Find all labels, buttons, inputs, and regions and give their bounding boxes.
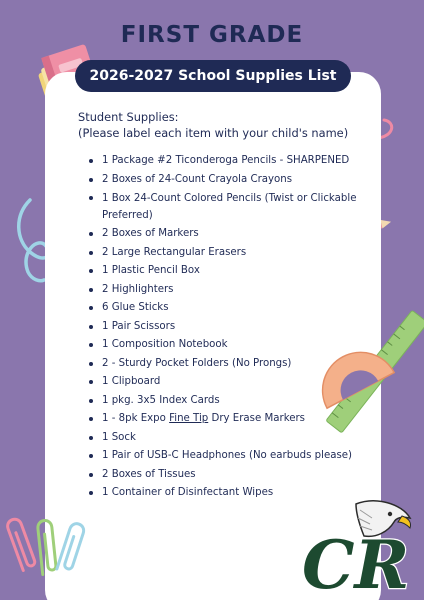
list-title-banner <box>75 60 351 92</box>
list-item: 1 pkg. 3x5 Index Cards <box>87 392 379 411</box>
list-item: 1 Plastic Pencil Box <box>87 262 379 281</box>
list-item: 1 Sock <box>87 429 379 448</box>
list-title: 2026-2027 School Supplies List <box>89 68 337 84</box>
list-item: 1 Container of Disinfectant Wipes <box>87 484 379 503</box>
list-item: 2 Boxes of Tissues <box>87 466 379 485</box>
intro-heading: Student Supplies: <box>78 110 179 124</box>
intro-instruction: (Please label each item with your child's name) <box>78 126 349 140</box>
paper-clips-icon <box>0 508 92 580</box>
list-item: 1 Box 24-Count Colored Pencils (Twist or Clickable Preferred) <box>87 189 379 225</box>
school-logo <box>298 498 416 598</box>
list-item: 2 Boxes of 24-Count Crayola Crayons <box>87 171 379 190</box>
expo-suffix: Dry Erase Markers <box>208 413 305 424</box>
list-item: 1 Pair of USB-C Headphones (No earbuds please) <box>87 447 379 466</box>
intro-text <box>78 109 378 141</box>
ruler-protractor-icon <box>316 306 424 456</box>
list-item: 2 Boxes of Markers <box>87 225 379 244</box>
list-item: 2 Large Rectangular Erasers <box>87 244 379 263</box>
list-item: 1 Clipboard <box>87 373 379 392</box>
list-item: 1 Composition Notebook <box>87 336 379 355</box>
list-item: 1 Pair Scissors <box>87 318 379 337</box>
logo-letters: CR <box>302 526 410 600</box>
list-item: 6 Glue Sticks <box>87 299 379 318</box>
expo-emphasis: Fine Tip <box>169 413 209 424</box>
expo-prefix: 1 - 8pk Expo <box>102 413 170 424</box>
list-item: 1 Package #2 Ticonderoga Pencils - SHARPENED <box>87 152 379 171</box>
list-item: 2 - Sturdy Pocket Folders (No Prongs) <box>87 355 379 374</box>
list-item: 2 Highlighters <box>87 281 379 300</box>
page-title: FIRST GRADE <box>120 22 304 48</box>
